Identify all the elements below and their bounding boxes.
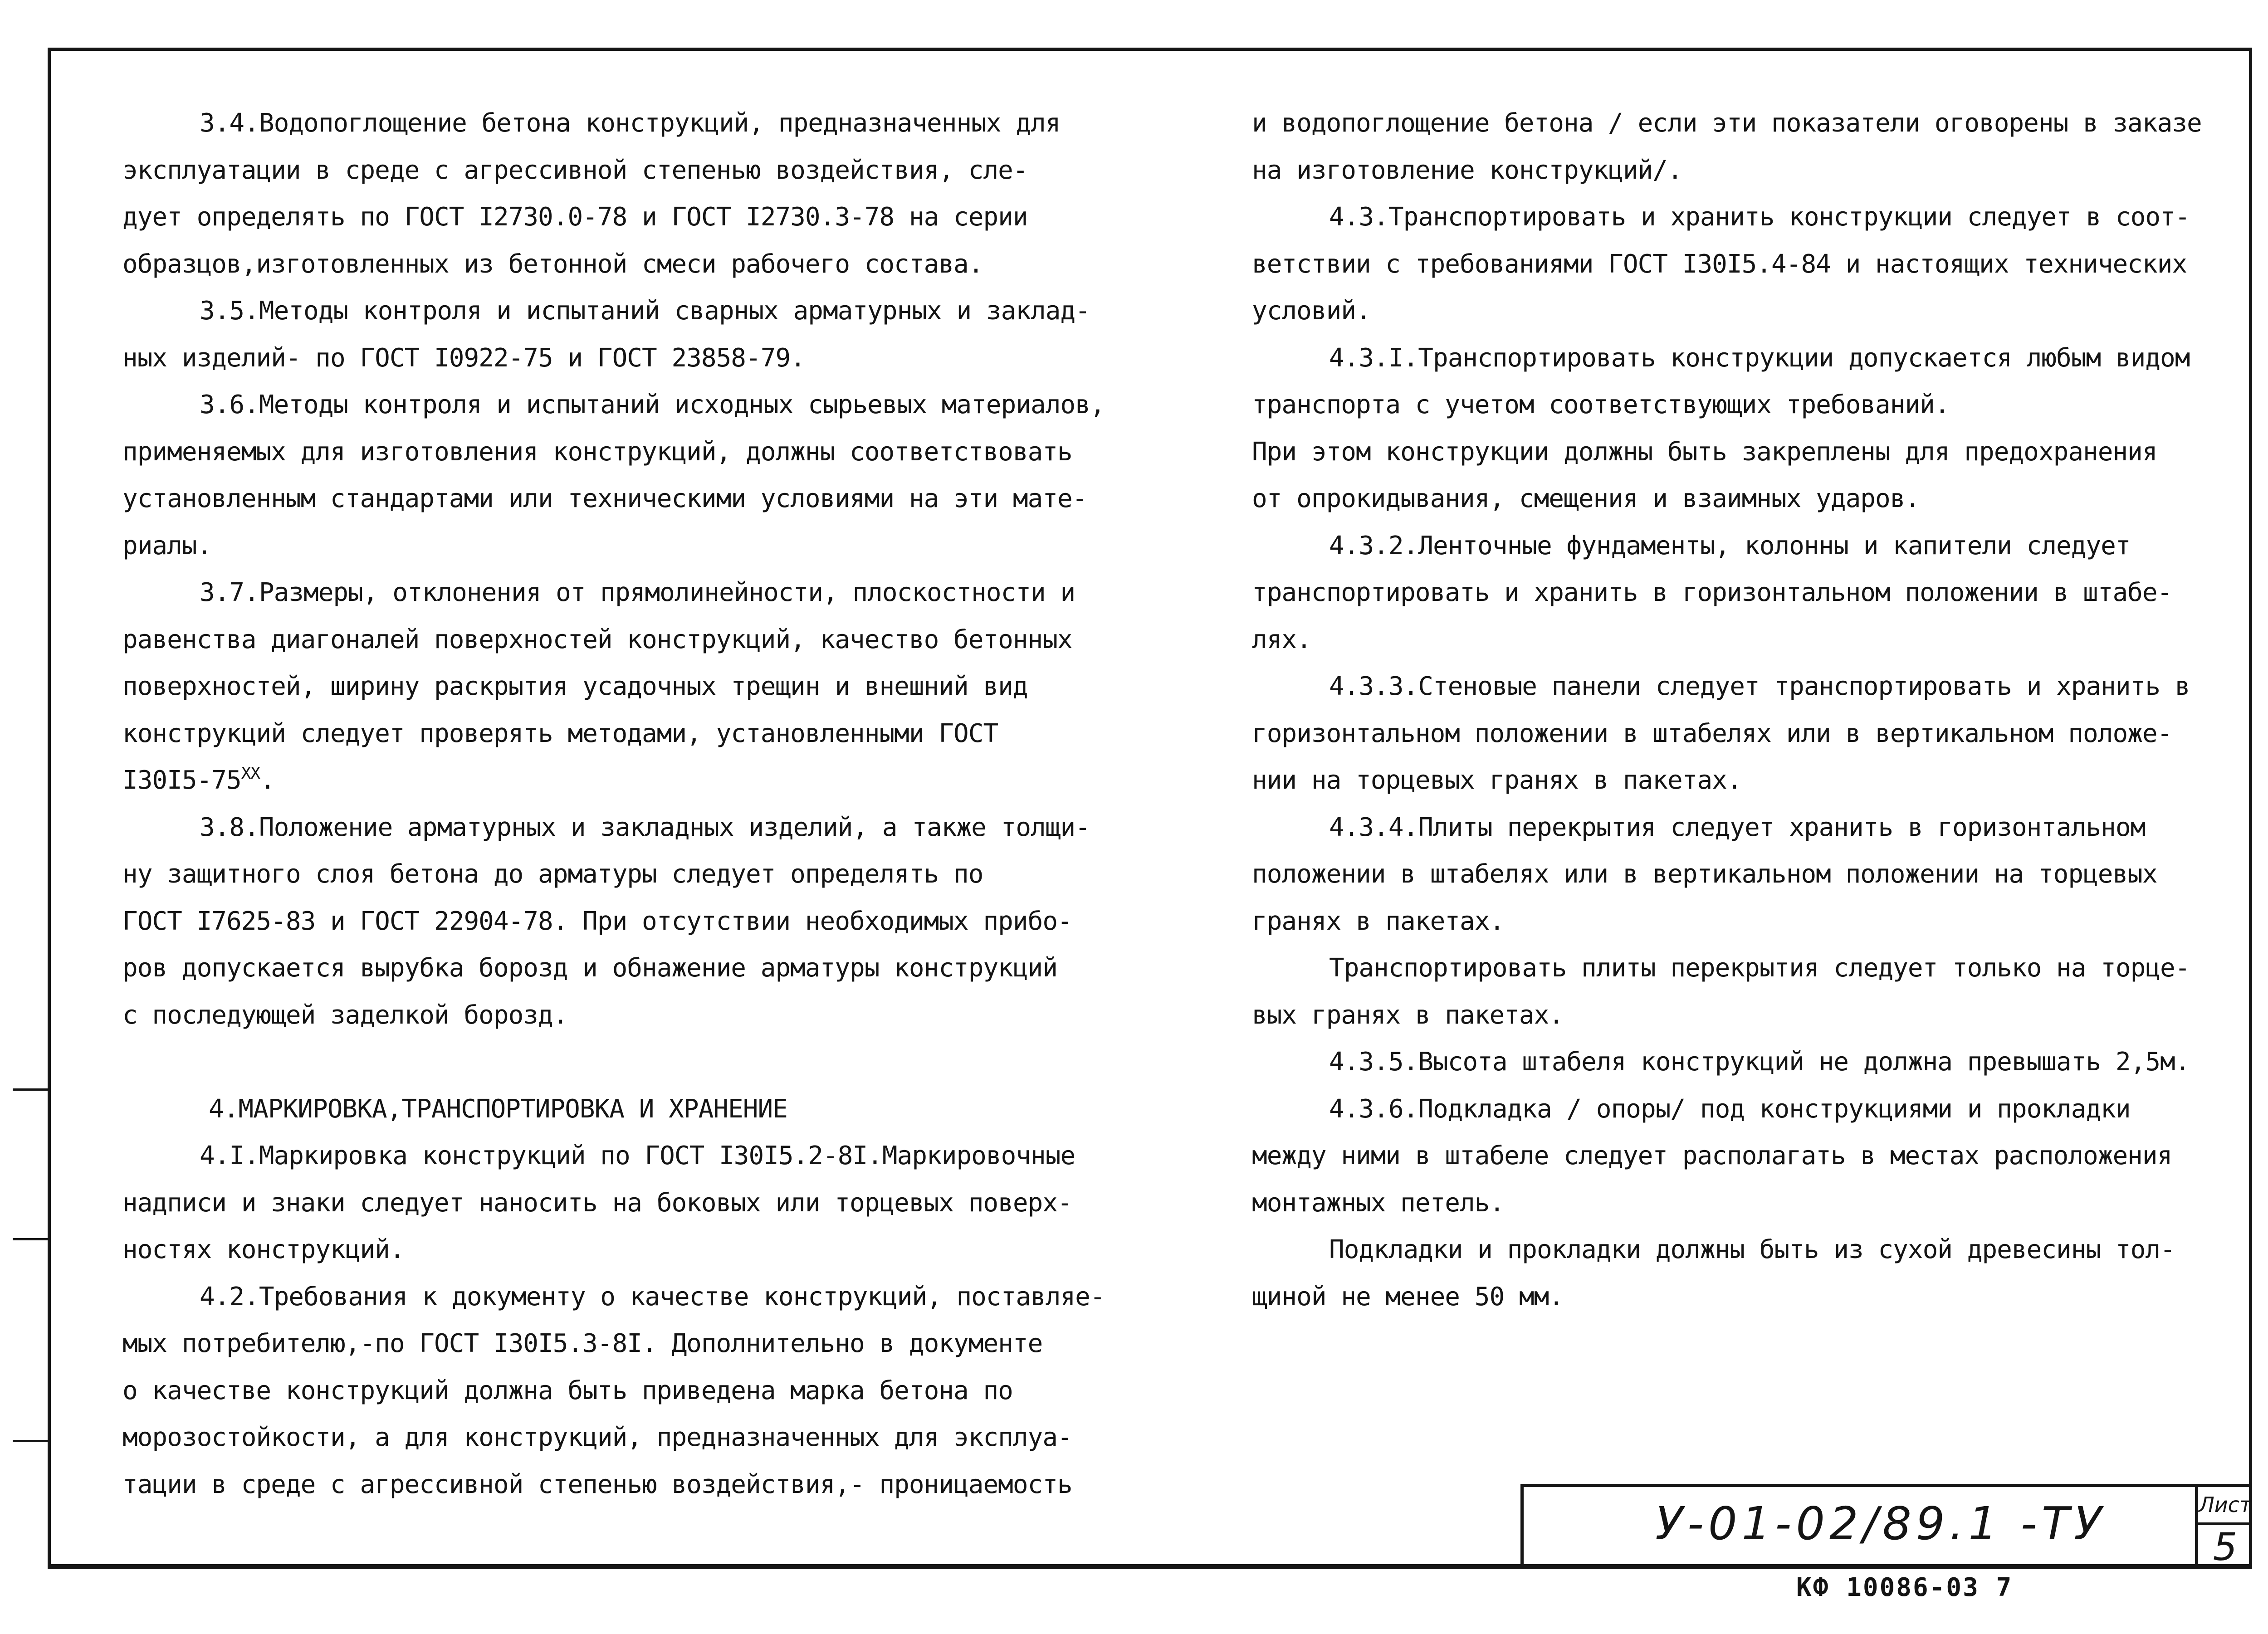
text-line [122, 147, 1105, 194]
text-line [122, 804, 1105, 851]
line-text: 4.3.2.Ленточные фундаменты, колонны и капители следует [1329, 531, 2131, 561]
text-line [122, 100, 1105, 147]
line-text: ну защитного слоя бетона до арматуры следует определять по [122, 859, 983, 889]
text-line [1252, 945, 2202, 992]
text-line [122, 1320, 1105, 1367]
text-line [1252, 1086, 2202, 1133]
text-line [122, 569, 1105, 616]
line-text: ностях конструкций. [122, 1235, 405, 1264]
line-text: ных изделий- по ГОСТ I0922-75 и ГОСТ 23858-79. [122, 343, 805, 373]
text-line [1252, 663, 2202, 710]
text-line [1252, 851, 2202, 898]
text-line [122, 851, 1105, 898]
text-line [122, 992, 1105, 1039]
text-line [1252, 569, 2202, 616]
text-line [122, 429, 1105, 476]
text-line [1252, 898, 2202, 945]
text-column-left [122, 100, 1105, 1508]
line-text: тации в среде с агрессивной степенью воздействия,- проницаемость [122, 1469, 1072, 1499]
text-line [1252, 757, 2202, 804]
text-line [1252, 1226, 2202, 1273]
section-heading [122, 1086, 1105, 1133]
line-text: ров допускается вырубка борозд и обнажение арматуры конструкций [122, 953, 1058, 983]
line-text: 4.3.5.Высота штабеля конструкций не должна превышать 2,5м. [1329, 1047, 2190, 1077]
line-text: поверхностей, ширину раскрытия усадочных трещин и внешний вид [122, 672, 1028, 701]
text-line [122, 1226, 1105, 1273]
text-line [1252, 241, 2202, 288]
footer-stamp: КФ 10086-03 7 [1796, 1573, 2013, 1602]
text-line [1252, 429, 2202, 476]
line-text: риалы. [122, 531, 212, 561]
line-text: 3.5.Методы контроля и испытаний сварных арматурных и заклад- [200, 296, 1090, 326]
text-line [122, 710, 1105, 757]
line-text: образцов,изготовленных из бетонной смеси рабочего состава. [122, 249, 983, 279]
text-line [1252, 194, 2202, 241]
line-text: ветствии с требованиями ГОСТ I30I5.4-84 и настоящих технических [1252, 249, 2187, 279]
text-line [122, 241, 1105, 288]
line-text: 4.2.Требования к документу о качестве конструкций, поставляе- [200, 1282, 1105, 1312]
line-text: горизонтальном положении в штабелях или в вертикальном положе- [1252, 718, 2172, 748]
text-line [1252, 710, 2202, 757]
text-line [122, 1132, 1105, 1180]
text-line [1252, 1132, 2202, 1180]
text-line [1252, 381, 2202, 429]
line-text: I30I5-75 [122, 766, 241, 795]
line-text: транспортировать и хранить в горизонтальном положении в штабе- [1252, 578, 2172, 607]
line-text: равенства диагоналей поверхностей конструкций, качество бетонных [122, 624, 1072, 654]
edge-mark [13, 1440, 48, 1442]
text-line [122, 522, 1105, 570]
text-line [122, 381, 1105, 429]
text-line [122, 663, 1105, 710]
line-text: 3.8.Положение арматурных и закладных изделий, а также толщи- [200, 812, 1090, 842]
text-line [122, 945, 1105, 992]
line-text: условий. [1252, 296, 1371, 326]
line-text: конструкций следует проверять методами, установленными ГОСТ [122, 718, 998, 748]
sheet-cell [2195, 1487, 2252, 1569]
line-text: Транспортировать плиты перекрытия следует только на торце- [1329, 953, 2190, 983]
text-column-right [1252, 100, 2202, 1320]
text-line [1252, 100, 2202, 147]
line-text: 3.4.Водопоглощение бетона конструкций, предназначенных для [200, 108, 1061, 138]
text-line [1252, 1273, 2202, 1321]
text-line [1252, 475, 2202, 522]
line-text: от опрокидывания, смещения и взаимных ударов. [1252, 484, 1920, 513]
line-text: эксплуатации в среде с агрессивной степенью воздействия, сле- [122, 155, 1028, 185]
line-text: 4.МАРКИРОВКА,ТРАНСПОРТИРОВКА И ХРАНЕНИЕ [209, 1094, 787, 1124]
line-text: 4.3.6.Подкладка / опоры/ под конструкциями и прокладки [1329, 1094, 2131, 1124]
line-text: монтажных петель. [1252, 1188, 1505, 1218]
line-text: нии на торцевых гранях в пакетах. [1252, 766, 1742, 795]
line-text: с последующей заделкой борозд. [122, 1000, 568, 1030]
line-text: 4.3.I.Транспортировать конструкции допускается любым видом [1329, 343, 2190, 373]
text-line [122, 1039, 1105, 1086]
text-line [122, 1414, 1105, 1461]
text-line [122, 898, 1105, 945]
text-line [1252, 335, 2202, 382]
line-text: установленным стандартами или техническими условиями на эти мате- [122, 484, 1087, 513]
text-line [122, 1367, 1105, 1415]
line-text: 3.6.Методы контроля и испытаний исходных сырьевых материалов, [200, 390, 1105, 419]
line-text: применяемых для изготовления конструкций, должны соответствовать [122, 437, 1072, 467]
text-line [122, 335, 1105, 382]
text-line [1252, 1180, 2202, 1227]
edge-mark [13, 1088, 48, 1091]
line-text: Подкладки и прокладки должны быть из сухой древесины тол- [1329, 1235, 2175, 1264]
title-block [1520, 1484, 2252, 1569]
line-text: надписи и знаки следует наносить на боковых или торцевых поверх- [122, 1188, 1072, 1218]
text-line [1252, 522, 2202, 570]
sheet-label: Лист [2198, 1487, 2252, 1525]
line-text: между ними в штабеле следует располагать в местах расположения [1252, 1141, 2172, 1171]
line-text: 4.3.Транспортировать и хранить конструкции следует в соот- [1329, 202, 2190, 232]
line-text: и водопоглощение бетона / если эти показатели оговорены в заказе [1252, 108, 2202, 138]
line-text: о качестве конструкций должна быть приведена марка бетона по [122, 1375, 1013, 1405]
document-code: У-01-02/89.1 -ТУ [1655, 1497, 2106, 1550]
edge-mark [13, 1238, 48, 1240]
text-line [1252, 147, 2202, 194]
line-text: щиной не менее 50 мм. [1252, 1282, 1564, 1312]
line-text: лях. [1252, 624, 1311, 654]
line-text: вых гранях в пакетах. [1252, 1000, 1564, 1030]
line-text: 4.I.Маркировка конструкций по ГОСТ I30I5.2-8I.Маркировочные [200, 1141, 1075, 1171]
line-text: ГОСТ I7625-83 и ГОСТ 22904-78. При отсутствии необходимых прибо- [122, 906, 1072, 936]
line-text: При этом конструкции должны быть закреплены для предохранения [1252, 437, 2157, 467]
text-line [122, 1461, 1105, 1508]
text-line [122, 288, 1105, 335]
line-text: транспорта с учетом соответствующих требований. [1252, 390, 1950, 419]
text-line [1252, 804, 2202, 851]
text-line [122, 1180, 1105, 1227]
line-text: положении в штабелях или в вертикальном положении на торцевых [1252, 859, 2157, 889]
text-line [1252, 1039, 2202, 1086]
line-text: морозостойкости, а для конструкций, предназначенных для эксплуа- [122, 1423, 1072, 1452]
text-line [122, 757, 1105, 804]
line-text: мых потребителю,-по ГОСТ I30I5.3-8I. Дополнительно в документе [122, 1329, 1043, 1358]
line-text: 3.7.Размеры, отклонения от прямолинейности, плоскостности и [200, 578, 1075, 607]
text-line [122, 475, 1105, 522]
text-line [1252, 616, 2202, 663]
line-text: на изготовление конструкций/. [1252, 155, 1682, 185]
line-text: дует определять по ГОСТ I2730.0-78 и ГОСТ I2730.3-78 на серии [122, 202, 1028, 232]
text-line [1252, 992, 2202, 1039]
superscript: ХХ [241, 764, 260, 783]
line-text: 4.3.3.Стеновые панели следует транспортировать и хранить в [1329, 672, 2190, 701]
sheet-number: 5 [2213, 1525, 2238, 1569]
line-suffix: . [260, 766, 275, 795]
line-text: 4.3.4.Плиты перекрытия следует хранить в горизонтальном [1329, 812, 2146, 842]
text-line [1252, 288, 2202, 335]
text-line [122, 194, 1105, 241]
text-line [122, 1273, 1105, 1321]
line-text: гранях в пакетах. [1252, 906, 1505, 936]
text-line [122, 616, 1105, 663]
